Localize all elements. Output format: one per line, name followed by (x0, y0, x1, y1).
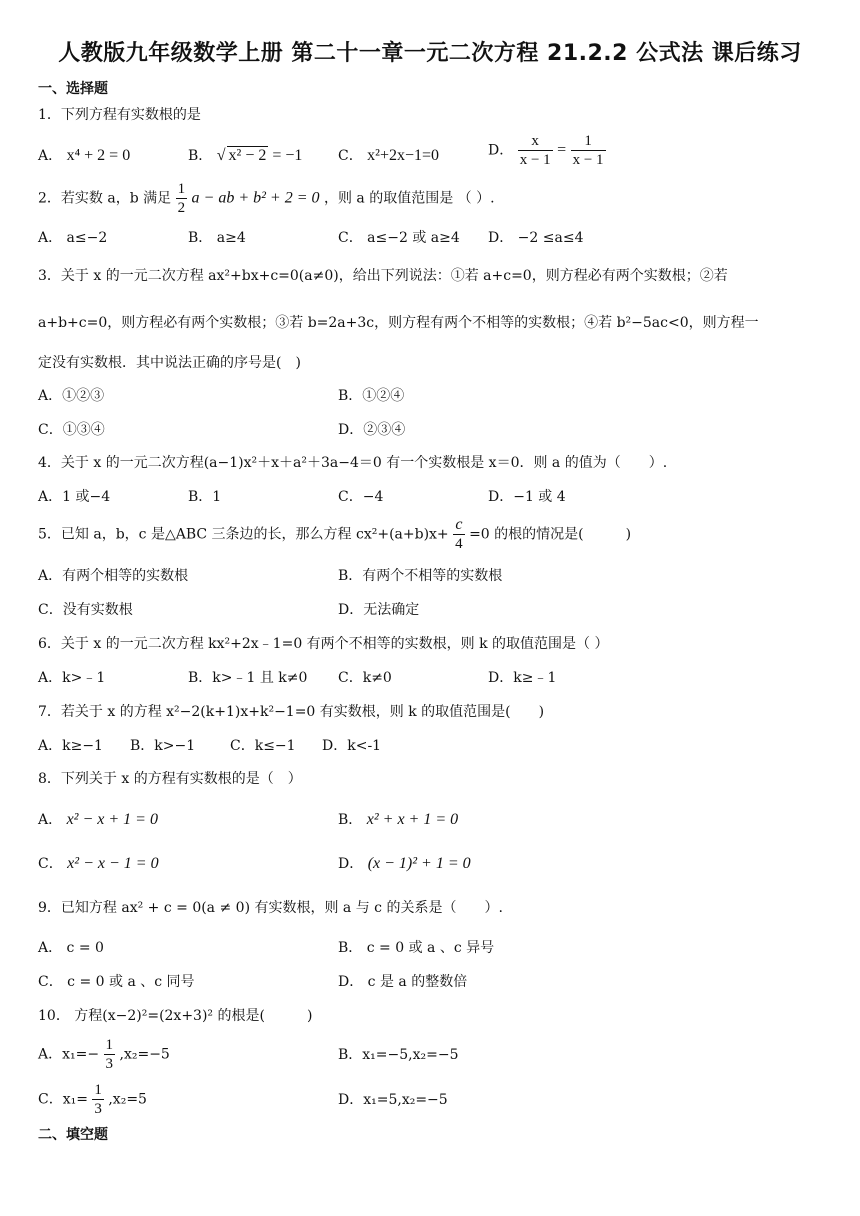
q5-option-d: D．无法确定 (338, 602, 420, 618)
q7-option-a: A．k≥−1 (38, 738, 103, 754)
q10-option-c: C．x₁= $\frac{1}{3}$ ,x₂=5 (38, 1082, 147, 1117)
question-7: 7．若关于 x 的方程 x²−2(k+1)x+k²−1=0 有实数根，则 k 的取值范围是( ) (38, 704, 545, 720)
question-2: 2．若实数 a，b 满足 $\frac{1}{2}$ a − ab + b² + 2 = 0 ，则 a 的取值范围是 （ ）. (38, 181, 495, 216)
q5-option-a: A．有两个相等的实数根 (38, 568, 189, 584)
q9-option-b: B． c = 0 或 a 、c 异号 (338, 940, 495, 956)
q9-option-d: D． c 是 a 的整数倍 (338, 974, 468, 990)
q2-option-d: D． −2 ≤a≤4 (488, 230, 584, 246)
q8-option-d: D． (x − 1)² + 1 = 0 (338, 855, 471, 872)
q8-option-c: C． x² − x − 1 = 0 (38, 855, 159, 872)
q7-option-c: C．k≤−1 (230, 738, 296, 754)
question-3-line-3: 定没有实数根．其中说法正确的序号是( ) (38, 355, 301, 371)
page-title: 人教版九年级数学上册 第二十一章一元二次方程 21.2.2 公式法 课后练习 (58, 41, 802, 66)
question-6: 6．关于 x 的一元二次方程 kx²+2x﹣1=0 有两个不相等的实数根，则 k 的取值范围是（ ） (38, 636, 609, 652)
question-3-line-2: a+b+c=0，则方程必有两个实数根；③若 b=2a+3c，则方程有两个不相等的实数根；④若 b²−5ac<0，则方程一 (38, 315, 759, 331)
question-9: 9．已知方程 ax² + c = 0(a ≠ 0) 有实数根，则 a 与 c 的关系是（ ）. (38, 900, 503, 916)
q3-option-a: A．①②③ (38, 388, 105, 404)
q8-option-a: A． x² − x + 1 = 0 (38, 811, 158, 828)
q1-option-c: C． x²+2x−1=0 (338, 147, 440, 164)
q6-option-d: D．k≥﹣1 (488, 670, 557, 686)
q10-option-b: B．x₁=−5,x₂=−5 (338, 1047, 459, 1063)
question-3-line-1: 3．关于 x 的一元二次方程 ax²+bx+c=0(a≠0)，给出下列说法：①若 a+c=0，则方程必有两个实数根；②若 (38, 268, 728, 284)
q6-option-a: A．k>﹣1 (38, 670, 106, 686)
q2-option-b: B． a≥4 (188, 230, 246, 246)
q2-option-a: A． a≤−2 (38, 230, 108, 246)
q7-option-b: B．k>−1 (130, 738, 196, 754)
q6-option-b: B．k>﹣1 且 k≠0 (188, 670, 308, 686)
section-choice-heading: 一、选择题 (38, 81, 108, 97)
q10-option-d: D．x₁=5,x₂=−5 (338, 1092, 448, 1108)
q4-option-d: D．−1 或 4 (488, 489, 566, 505)
q9-option-c: C． c = 0 或 a 、c 同号 (38, 974, 195, 990)
question-1: 1．下列方程有实数根的是 (38, 107, 201, 123)
q1-option-a: A． x⁴ + 2 = 0 (38, 147, 131, 164)
q1-option-b: B． √ x² − 2 = −1 (188, 147, 303, 164)
q4-option-a: A．1 或−4 (38, 489, 111, 505)
q3-option-c: C．①③④ (38, 422, 105, 438)
question-10: 10． 方程(x−2)²=(2x+3)² 的根是( ) (38, 1008, 313, 1024)
q8-option-b: B． x² + x + 1 = 0 (338, 811, 459, 828)
q4-option-b: B．1 (188, 489, 222, 505)
question-4: 4．关于 x 的一元二次方程(a−1)x²＋x＋a²＋3a−4＝0 有一个实数根是 x＝0．则 a 的值为（ ）. (38, 455, 668, 471)
q6-option-c: C．k≠0 (338, 670, 392, 686)
q1-option-d: D． $\frac{x}{x - 1}$ = $\frac{1}{x - 1}$ (488, 133, 604, 168)
section-fill-heading: 二、填空题 (38, 1127, 108, 1143)
q9-option-a: A． c = 0 (38, 940, 104, 956)
q5-option-b: B．有两个不相等的实数根 (338, 568, 503, 584)
q3-option-d: D．②③④ (338, 422, 406, 438)
q5-option-c: C．没有实数根 (38, 602, 133, 618)
question-8: 8．下列关于 x 的方程有实数根的是（ ） (38, 771, 302, 787)
q3-option-b: B．①②④ (338, 388, 405, 404)
question-5: 5．已知 a，b，c 是△ABC 三条边的长，那么方程 cx²+(a+b)x+ $\frac{c}{4}$ =0 的根的情况是( ) (38, 516, 632, 552)
q2-option-c: C． a≤−2 或 a≥4 (338, 230, 460, 246)
q7-option-d: D．k<-1 (322, 738, 382, 754)
q10-option-a: A．x₁=− $\frac{1}{3}$ ,x₂=−5 (38, 1037, 170, 1072)
q4-option-c: C．−4 (338, 489, 384, 505)
